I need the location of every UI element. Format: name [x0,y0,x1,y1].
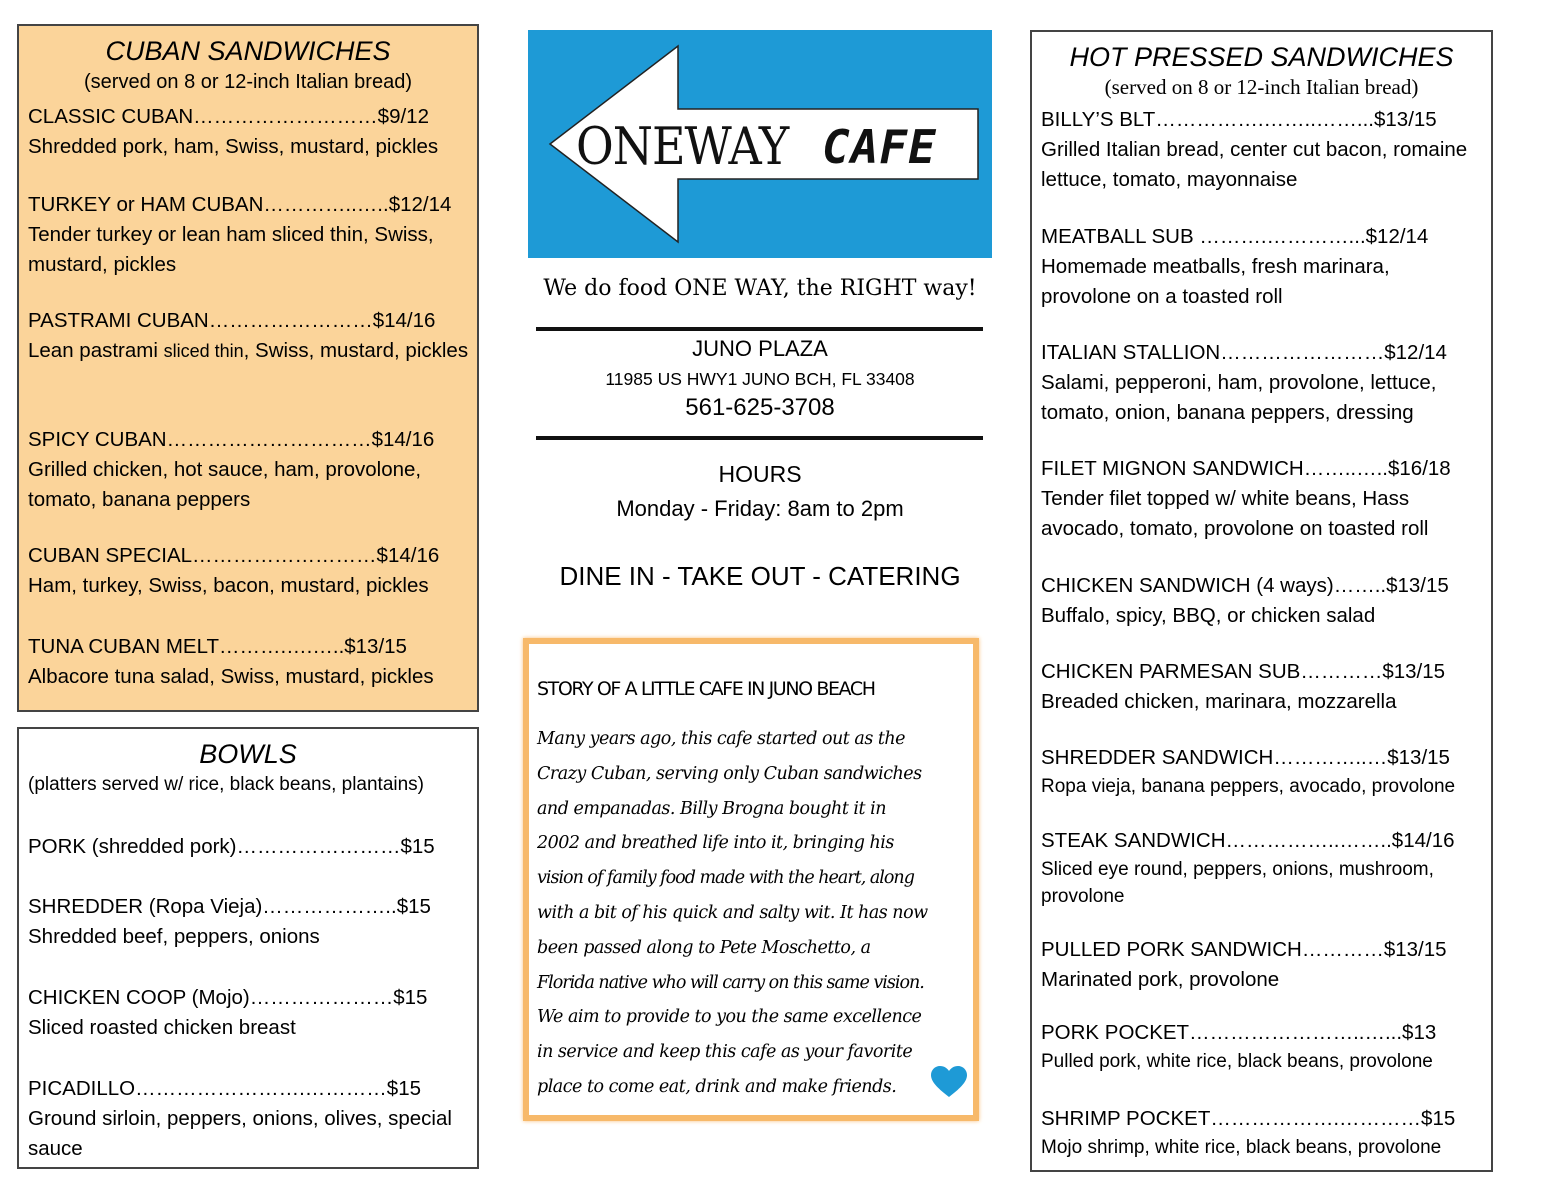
menu-item [1041,338,1483,428]
item-desc: Albacore tuna salad, Swiss, mustard, pickles [28,665,434,688]
item-desc: Pulled pork, white rice, black beans, provolone [1041,1051,1433,1072]
item-name: SHREDDER (Ropa Vieja)………………..$15 [28,895,431,918]
story-line: vision of family food made with the heart, along [537,868,914,889]
story-body [537,722,977,1105]
hot-subtitle: (served on 8 or 12-inch Italian bread) [1104,75,1419,99]
heart-icon [931,1066,967,1098]
menu-item [1041,571,1483,631]
item-desc: Buffalo, spicy, BBQ, or chicken salad [1041,604,1376,627]
item-name: PORK POCKET……………………..…...$13 [1041,1021,1437,1044]
bowls-panel [17,727,479,1169]
story-box [523,638,979,1121]
divider [536,327,983,331]
menu-item [28,102,469,162]
services-text: DINE IN - TAKE OUT - CATERING [559,561,961,591]
item-name: CLASSIC CUBAN………………………$9/12 [28,105,429,128]
story-line: and empanadas. Billy Brogna bought it in [537,798,886,819]
menu-item [28,632,469,692]
menu-item [1041,826,1483,910]
hours-text: Monday - Friday: 8am to 2pm [616,496,904,521]
menu-item [1041,105,1483,195]
menu-item [1041,935,1483,995]
bowls-title: BOWLS [199,739,297,769]
story-title: STORY OF A LITTLE CAFE IN JUNO BEACH [537,678,875,700]
menu-item [28,190,469,280]
item-name: SPICY CUBAN…………………………$14/16 [28,428,435,451]
divider [536,436,983,440]
item-name: PULLED PORK SANDWICH…………$13/15 [1041,938,1447,961]
item-name: STEAK SANDWICH……………..……..$14/16 [1041,829,1455,852]
cuban-title: CUBAN SANDWICHES [105,36,391,66]
phone-number: 561-625-3708 [685,394,835,421]
logo-word-oneway: ONEWAY [576,116,789,177]
hot-title: HOT PRESSED SANDWICHES [1069,42,1454,72]
item-name: PORK (shredded pork)……………………$15 [28,835,435,858]
item-desc: Grilled chicken, hot sauce, ham, provolone, tomato, banana peppers [28,458,422,511]
item-desc: Shredded pork, ham, Swiss, mustard, pickles [28,135,439,158]
item-desc: Sliced roasted chicken breast [28,1016,296,1039]
item-desc: Grilled Italian bread, center cut bacon, romaine lettuce, tomato, mayonnaise [1041,138,1468,191]
story-line: Many years ago, this cafe started out as the [537,729,906,749]
item-name: SHREDDER SANDWICH…………..…$13/15 [1041,746,1450,769]
item-desc: Tender turkey or lean ham sliced thin, Swiss, mustard, pickles [28,223,434,276]
story-line: Florida native who will carry on this same vision. [537,972,924,993]
item-name: ITALIAN STALLION……………………$12/14 [1041,341,1447,364]
menu-item [28,892,469,952]
item-name: PICADILLO…………………….…………$15 [28,1077,421,1100]
menu-item [1041,454,1483,544]
tagline: We do food ONE WAY, the RIGHT way! [543,276,977,301]
hot-pressed-sandwiches-panel [1030,30,1493,1172]
menu-item [28,983,469,1043]
story-line: in service and keep this cafe as your favorite [537,1042,913,1063]
item-desc: Ham, turkey, Swiss, bacon, mustard, pickles [28,574,429,597]
item-desc: Salami, pepperoni, ham, provolone, lettuce, tomato, onion, banana peppers, dressing [1041,371,1437,424]
hours-label: HOURS [718,461,802,487]
item-name: PASTRAMI CUBAN……………………$14/16 [28,309,436,332]
menu-item [28,306,469,366]
item-desc: Tender filet topped w/ white beans, Hass avocado, tomato, provolone on toasted roll [1041,487,1429,540]
story-line: Crazy Cuban, serving only Cuban sandwiches [537,763,922,784]
story-line: We aim to provide to you the same excellence [537,1007,922,1028]
menu-item [1041,657,1483,717]
item-name: SHRIMP POCKET……………….…………$15 [1041,1107,1456,1130]
menu-item [1041,743,1483,800]
story-line: 2002 and breathed life into it, bringing his [537,833,894,854]
item-name: TUNA CUBAN MELT……….….…..$13/15 [28,635,407,658]
bowls-subtitle: (platters served w/ rice, black beans, plantains) [28,774,425,795]
item-name: CUBAN SPECIAL………………………$14/16 [28,544,440,567]
item-desc: Sliced eye round, peppers, onions, mushroom, provolone [1041,859,1434,907]
item-desc: Ground sirloin, peppers, onions, olives, special sauce [28,1107,452,1160]
item-desc: Mojo shrimp, white rice, black beans, provolone [1041,1137,1442,1158]
item-desc: Ropa vieja, banana peppers, avocado, provolone [1041,776,1456,797]
story-line: with a bit of his quick and salty wit. It has now [537,902,928,923]
menu-item [28,541,469,601]
cuban-subtitle: (served on 8 or 12-inch Italian bread) [84,71,412,93]
item-desc: Homemade meatballs, fresh marinara, provolone on a toasted roll [1041,255,1390,308]
menu-item [1041,1104,1483,1161]
story-line: place to come eat, drink and make friends. [537,1076,897,1097]
item-name: CHICKEN PARMESAN SUB…………$13/15 [1041,660,1446,683]
item-name: MEATBALL SUB ……….…………...$12/14 [1041,225,1429,248]
logo-word-cafe: CAFE [822,120,937,174]
item-desc: Breaded chicken, marinara, mozzarella [1041,690,1397,713]
item-name: FILET MIGNON SANDWICH……..…..$16/18 [1041,457,1451,480]
menu-item [28,1074,469,1164]
item-name: CHICKEN SANDWICH (4 ways)……..$13/15 [1041,574,1449,597]
location-address: 11985 US HWY1 JUNO BCH, FL 33408 [605,369,915,389]
item-desc: Marinated pork, provolone [1041,968,1280,991]
story-line: been passed along to Pete Moschetto, a [537,937,871,958]
menu-item [1041,222,1483,312]
location-name: JUNO PLAZA [692,336,828,361]
item-desc: Shredded beef, peppers, onions [28,925,320,948]
oneway-cafe-logo [528,30,992,258]
cuban-sandwiches-panel [17,24,479,712]
item-name: BILLY’S BLT…………….……..……...$13/15 [1041,108,1437,131]
menu-item [28,832,469,862]
item-desc: Lean pastrami sliced thin, Swiss, mustard, pickles [28,339,469,362]
menu-item [1041,1018,1483,1075]
menu-item [28,425,469,515]
item-name: TURKEY or HAM CUBAN…………..…..$12/14 [28,193,452,216]
item-name: CHICKEN COOP (Mojo)…………………$15 [28,986,428,1009]
